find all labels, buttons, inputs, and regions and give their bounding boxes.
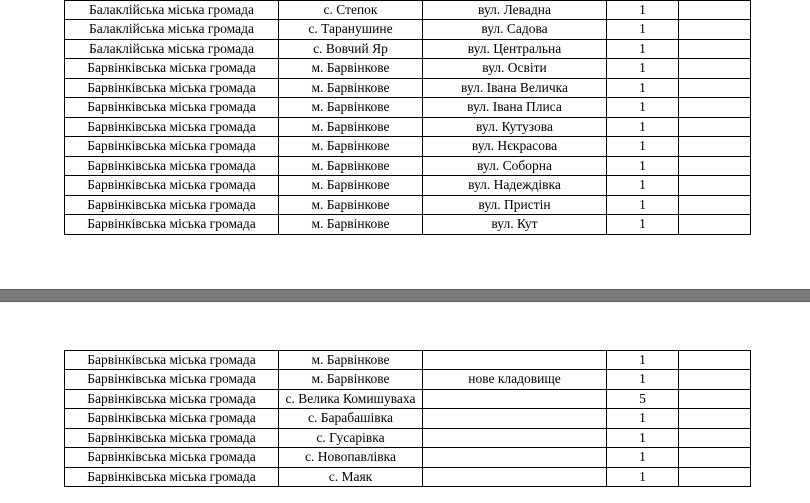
cell-settlement: с. Вовчий Яр (279, 39, 423, 58)
cell-settlement: м. Барвінкове (279, 370, 423, 389)
cell-count: 1 (607, 98, 679, 117)
cell-settlement: м. Барвінкове (279, 195, 423, 214)
cell-settlement: м. Барвінкове (279, 117, 423, 136)
cell-count: 1 (607, 370, 679, 389)
cell-street (423, 448, 607, 467)
cell-hromada: Барвінківська міська громада (65, 176, 279, 195)
cell-settlement: с. Новопавлівка (279, 448, 423, 467)
cell-street (423, 389, 607, 408)
table-bottom (64, 350, 751, 487)
cell-street: вул. Пристін (423, 195, 607, 214)
cell-hromada: Балаклійська міська громада (65, 1, 279, 20)
cell-settlement: м. Барвінкове (279, 156, 423, 175)
cell-extra (679, 215, 751, 234)
table-row (65, 176, 751, 195)
cell-count: 1 (607, 117, 679, 136)
cell-extra (679, 117, 751, 136)
table-row (65, 389, 751, 408)
cell-extra (679, 409, 751, 428)
cell-hromada: Барвінківська міська громада (65, 137, 279, 156)
table-row (65, 59, 751, 78)
table-top (64, 0, 751, 235)
cell-hromada: Барвінківська міська громада (65, 117, 279, 136)
cell-hromada: Балаклійська міська громада (65, 20, 279, 39)
table-row (65, 1, 751, 20)
cell-settlement: с. Барабашівка (279, 409, 423, 428)
cell-street: вул. Івана Плиса (423, 98, 607, 117)
table-bottom-body (65, 351, 751, 487)
cell-settlement: м. Барвінкове (279, 351, 423, 370)
cell-settlement: м. Барвінкове (279, 176, 423, 195)
cell-settlement: с. Гусарівка (279, 428, 423, 447)
cell-count: 1 (607, 59, 679, 78)
cell-hromada: Барвінківська міська громада (65, 59, 279, 78)
cell-settlement: м. Барвінкове (279, 137, 423, 156)
table-row (65, 409, 751, 428)
cell-hromada: Барвінківська міська громада (65, 351, 279, 370)
cell-settlement: м. Барвінкове (279, 98, 423, 117)
cell-count: 1 (607, 448, 679, 467)
cell-extra (679, 370, 751, 389)
table-row (65, 195, 751, 214)
cell-hromada: Барвінківська міська громада (65, 98, 279, 117)
cell-extra (679, 428, 751, 447)
cell-hromada: Барвінківська міська громада (65, 389, 279, 408)
cell-hromada: Барвінківська міська громада (65, 428, 279, 447)
cell-count: 1 (607, 195, 679, 214)
cell-extra (679, 137, 751, 156)
page-break-line-bottom (0, 301, 810, 302)
cell-count: 1 (607, 467, 679, 486)
table-row (65, 156, 751, 175)
cell-settlement: м. Барвінкове (279, 215, 423, 234)
cell-street (423, 409, 607, 428)
cell-count: 1 (607, 176, 679, 195)
cell-count: 1 (607, 78, 679, 97)
table-row (65, 370, 751, 389)
cell-count: 1 (607, 137, 679, 156)
table-row (65, 20, 751, 39)
cell-hromada: Барвінківська міська громада (65, 215, 279, 234)
cell-extra (679, 195, 751, 214)
cell-street: вул. Івана Величка (423, 78, 607, 97)
table-top-body (65, 1, 751, 235)
cell-street: вул. Нєкрасова (423, 137, 607, 156)
cell-hromada: Барвінківська міська громада (65, 467, 279, 486)
cell-settlement: с. Маяк (279, 467, 423, 486)
cell-count: 1 (607, 156, 679, 175)
cell-settlement: с. Таранушине (279, 20, 423, 39)
cell-street: вул. Кут (423, 215, 607, 234)
table-row (65, 428, 751, 447)
cell-street (423, 467, 607, 486)
cell-hromada: Барвінківська міська громада (65, 409, 279, 428)
table-row (65, 78, 751, 97)
table-row (65, 39, 751, 58)
cell-count: 1 (607, 1, 679, 20)
table-row (65, 448, 751, 467)
table-row (65, 351, 751, 370)
cell-extra (679, 448, 751, 467)
table-row (65, 467, 751, 486)
cell-count: 1 (607, 20, 679, 39)
cell-settlement: м. Барвінкове (279, 78, 423, 97)
cell-extra (679, 176, 751, 195)
cell-street (423, 351, 607, 370)
cell-extra (679, 351, 751, 370)
cell-extra (679, 389, 751, 408)
cell-extra (679, 156, 751, 175)
cell-hromada: Барвінківська міська громада (65, 78, 279, 97)
cell-hromada: Барвінківська міська громада (65, 448, 279, 467)
cell-street: вул. Садова (423, 20, 607, 39)
cell-extra (679, 59, 751, 78)
cell-count: 1 (607, 351, 679, 370)
cell-street: вул. Центральна (423, 39, 607, 58)
cell-street: вул. Кутузова (423, 117, 607, 136)
cell-settlement: м. Барвінкове (279, 59, 423, 78)
cell-extra (679, 98, 751, 117)
cell-street: вул. Левадна (423, 1, 607, 20)
cell-count: 1 (607, 215, 679, 234)
table-row (65, 98, 751, 117)
table-row (65, 117, 751, 136)
cell-count: 1 (607, 409, 679, 428)
cell-street: нове кладовище (423, 370, 607, 389)
cell-hromada: Балаклійська міська громада (65, 39, 279, 58)
cell-hromada: Барвінківська міська громада (65, 370, 279, 389)
cell-count: 1 (607, 39, 679, 58)
cell-street: вул. Освіти (423, 59, 607, 78)
cell-extra (679, 467, 751, 486)
cell-extra (679, 20, 751, 39)
cell-settlement: с. Степок (279, 1, 423, 20)
table-row (65, 215, 751, 234)
cell-extra (679, 1, 751, 20)
cell-count: 1 (607, 428, 679, 447)
cell-count: 5 (607, 389, 679, 408)
table-row (65, 137, 751, 156)
cell-hromada: Барвінківська міська громада (65, 195, 279, 214)
cell-street: вул. Соборна (423, 156, 607, 175)
cell-settlement: с. Велика Комишуваха (279, 389, 423, 408)
cell-street (423, 428, 607, 447)
cell-extra (679, 78, 751, 97)
cell-extra (679, 39, 751, 58)
page-break-line-top (0, 289, 810, 290)
cell-hromada: Барвінківська міська громада (65, 156, 279, 175)
cell-street: вул. Надеждівка (423, 176, 607, 195)
